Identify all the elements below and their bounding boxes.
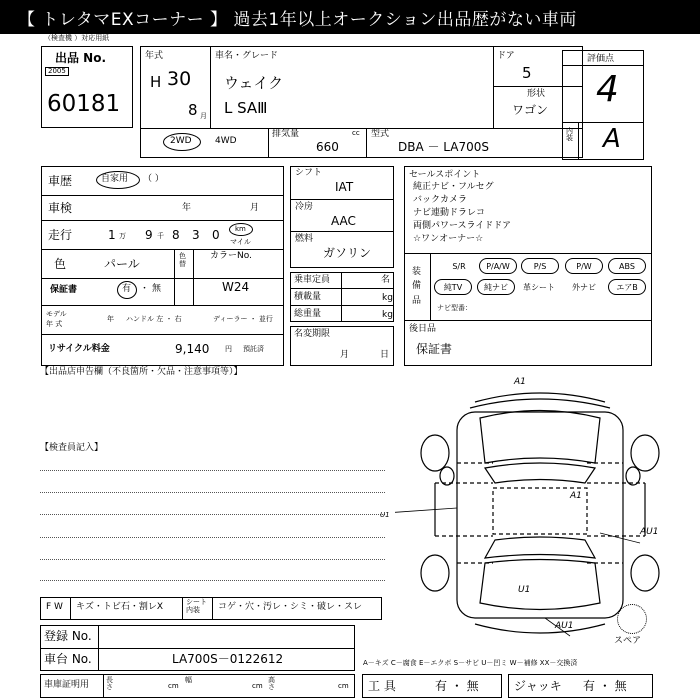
history-label: 車歴 (48, 174, 73, 188)
inspection-label: 車検 (48, 201, 73, 215)
engine-value: 660 (316, 140, 339, 154)
spare-tire-icon (617, 604, 647, 634)
equipment-pw: P/W (565, 258, 603, 274)
type-value: DBA － LA700S (398, 140, 490, 154)
type-label: 型式 (371, 129, 390, 139)
jack-value: 有 ・ 無 (583, 679, 627, 693)
cert-height: 高さ (268, 676, 275, 691)
equipment-abs: ABS (608, 258, 646, 274)
drive-other: 4WD (215, 136, 237, 146)
model-label: 車名・グレード (215, 51, 279, 61)
damage-a1-top: A1 (514, 377, 526, 387)
year-month-suffix: 月 (200, 112, 207, 120)
spare-label: スペア (614, 636, 642, 646)
rear-bumper (475, 621, 605, 633)
inspection-year: 年 (182, 203, 192, 213)
capacity-unit: 名 (381, 275, 391, 285)
fw-label: F W (46, 602, 63, 612)
mileage-digit: 8 (172, 228, 180, 242)
ac-label: 冷房 (295, 202, 314, 212)
year-label: 年式 (145, 51, 164, 61)
equipment-tv: 純TV (434, 279, 472, 295)
sales-point: ナビ連動ドラレコ (413, 208, 486, 218)
equipment-ps: P/S (521, 258, 559, 274)
seat-damage: コゲ・穴・汚レ・シミ・破レ・スレ (218, 602, 363, 612)
form-note: （検査機 ）対応用紙 (44, 34, 110, 42)
cert-length: 長さ (106, 676, 113, 691)
chassis-value: LA700S－0122612 (172, 652, 284, 666)
lot-number: 60181 (47, 91, 121, 117)
recycle-note: 預託済 (243, 345, 264, 353)
model-year-label2: 年 式 (46, 320, 63, 328)
color-value: パール (104, 257, 140, 271)
wheel-front-left (421, 435, 449, 471)
damage-u1-bottom: U1 (518, 585, 531, 595)
engine-unit: cc (352, 129, 360, 137)
rear (480, 560, 600, 610)
reg-label: 登録 No. (44, 629, 92, 643)
shape-label: 形状 (527, 89, 546, 99)
equipment-sr: S/R (452, 261, 466, 271)
sales-point: ☆ワンオーナー☆ (413, 234, 484, 244)
vehicle-info-box (140, 46, 583, 158)
damage-au1-bottom: AU1 (555, 621, 574, 631)
load-label: 積載量 (294, 292, 322, 302)
header-banner: 【 トレタマEXコーナー 】 過去1年以上オークション出品歴がない車両 (0, 0, 700, 34)
fuel-label: 燃料 (295, 234, 314, 244)
recycle-value: 9,140 (175, 342, 210, 356)
wheel-rear-left (421, 555, 449, 591)
model-name: ウェイク (224, 74, 284, 92)
engine-label: 排気量 (272, 129, 300, 139)
equipment-paw: P/A/W (479, 258, 517, 274)
shape-value: ワゴン (512, 103, 549, 117)
inspector-note-label: 【検査員記入】 (40, 443, 104, 453)
mileage-digit: 3 (192, 228, 200, 242)
color-change-label: 色替 (179, 252, 186, 268)
equipment-airbag: エアB (608, 279, 646, 295)
wheel-rear-right (631, 555, 659, 591)
mileage-digit: 0 (212, 228, 220, 242)
mileage-km: km (235, 225, 246, 233)
warranty-selected: 有 (122, 284, 132, 294)
equipment-leather: 革シート (523, 282, 555, 292)
chassis-label: 車台 No. (44, 652, 92, 666)
sales-point: 純正ナビ・フルセグ (413, 182, 494, 192)
cert-length-cm: cm (168, 682, 179, 690)
history-other: （ ） (143, 174, 164, 184)
shift-label: シフト (295, 168, 323, 178)
warranty-other: 無 (152, 284, 162, 294)
seat-label: シート内装 (186, 598, 207, 614)
fuel-value: ガソリン (323, 246, 372, 260)
load-unit: kg (382, 293, 393, 303)
jack-label: ジャッキ (514, 679, 562, 693)
expiry-day: 日 (380, 350, 390, 360)
tools-value: 有 ・ 無 (435, 679, 479, 693)
model-grade: L SAⅢ (224, 99, 268, 117)
doors-value: 5 (522, 64, 532, 82)
model-year-year: 年 (107, 315, 114, 323)
expiry-label: 名変期限 (294, 329, 331, 339)
lot-label: 出品 No. (55, 51, 107, 65)
damage-legend: A－キズ C－腐食 E－エクボ S－サビ U－凹ミ W－補修 XX－交換済 (363, 659, 578, 667)
sales-label: セールスポイント (409, 170, 481, 180)
hood (480, 411, 600, 464)
details-box (41, 166, 284, 366)
interior-label: 内装 (566, 127, 573, 142)
model-year-dealer: ディーラー ・ 並行 (213, 315, 273, 323)
drive-selected: 2WD (170, 136, 192, 146)
doors-label: ドア (497, 51, 515, 61)
accessory-label: 後日品 (409, 324, 437, 334)
warranty-sep: ・ (140, 284, 150, 294)
seller-note-label: 【出品店申告欄（不良箇所・欠品・注意事項等）】 (40, 367, 243, 377)
damage-a1-side: A1 (570, 491, 582, 501)
lot-year-box: 2005 (45, 67, 69, 76)
weight-label: 総重量 (294, 309, 322, 319)
equipment-ext-navi: 外ナビ (572, 282, 596, 292)
model-year-handle: ハンドル 左 ・ 右 (126, 315, 182, 323)
damage-u1-left: U1 (380, 511, 390, 519)
equipment-label: 装備品 (412, 267, 422, 306)
cert-height-cm: cm (338, 682, 349, 690)
expiry-month: 月 (340, 350, 350, 360)
recycle-label: リサイクル料金 (48, 344, 110, 354)
mileage-unit-man: 万 (119, 232, 126, 240)
tools-label: 工 具 (368, 679, 396, 693)
score-label: 評価点 (587, 54, 615, 64)
inspection-month: 月 (250, 203, 260, 213)
damage-au1-right: AU1 (640, 527, 659, 537)
cert-label: 車庫証明用 (44, 680, 90, 690)
accessory-value: 保証書 (416, 342, 453, 356)
fw-damage: キズ・トビ石・割レX (76, 602, 163, 612)
recycle-unit: 円 (225, 345, 232, 353)
color-label: 色 (54, 257, 67, 271)
ac-value: AAC (331, 214, 356, 228)
wheel-front-right (631, 435, 659, 471)
color-code-label: カラーNo. (210, 251, 252, 261)
interior-value: A (603, 124, 621, 154)
color-code: W24 (222, 280, 250, 294)
mileage-unit-sen: 千 (157, 232, 164, 240)
mileage-digit: 9 (145, 228, 153, 242)
cert-width-cm: cm (252, 682, 263, 690)
navi-model-label: ナビ型番： (437, 304, 472, 312)
year-era: H (150, 73, 162, 91)
cert-width: 幅 (185, 676, 192, 684)
equipment-navi: 純ナビ (477, 279, 515, 295)
mileage-digit: 1 (108, 228, 116, 242)
model-year-label1: モデル (46, 310, 67, 318)
capacity-label: 乗車定員 (294, 275, 331, 285)
weight-unit: kg (382, 310, 393, 320)
shift-value: IAT (335, 180, 354, 194)
mileage-label: 走行 (48, 228, 73, 242)
sales-point: バックカメラ (413, 195, 468, 205)
history-selected: 自家用 (101, 174, 129, 184)
front-bumper (475, 393, 605, 402)
year-month: 8 (188, 101, 198, 119)
sales-point: 両側パワースライドドア (413, 221, 512, 231)
mileage-mile: マイル (230, 238, 251, 246)
score-value: 4 (596, 69, 619, 110)
warranty-label: 保証書 (50, 285, 78, 295)
year-value: 30 (167, 68, 192, 90)
